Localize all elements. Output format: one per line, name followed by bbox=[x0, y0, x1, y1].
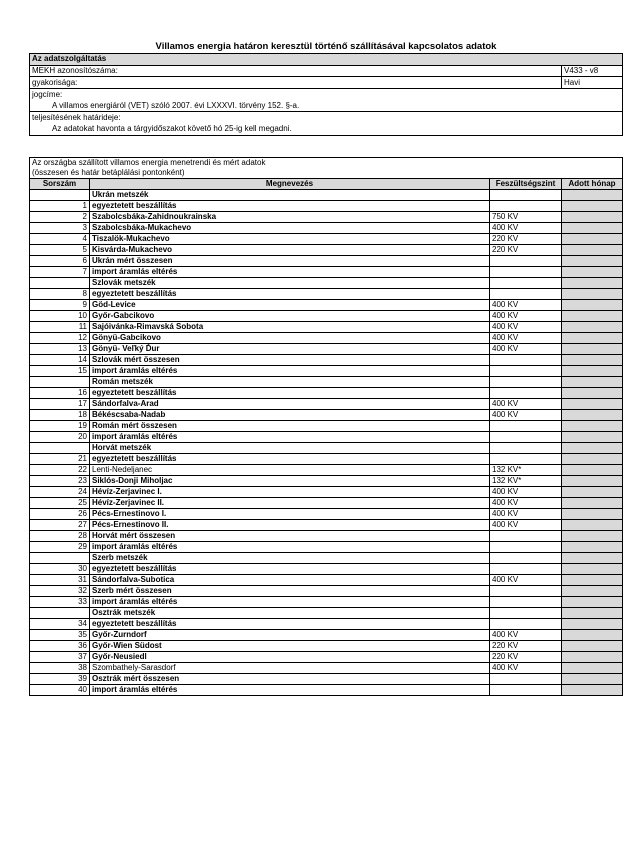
table-row bbox=[30, 575, 623, 586]
row-month-value[interactable] bbox=[562, 289, 623, 300]
row-month-value[interactable] bbox=[562, 245, 623, 256]
row-voltage bbox=[490, 685, 562, 696]
row-month-value[interactable] bbox=[562, 388, 623, 399]
table-row bbox=[30, 476, 623, 487]
row-month-value[interactable] bbox=[562, 212, 623, 223]
row-name: Horvát metszék bbox=[90, 443, 490, 454]
table-row bbox=[30, 388, 623, 399]
data-table bbox=[29, 157, 623, 696]
jogcim-value: A villamos energiáról (VET) szóló 2007. évi LXXXVI. törvény 152. §-a. bbox=[30, 100, 623, 112]
row-name: Sándorfalva-Subotica bbox=[90, 575, 490, 586]
row-name: Szerb metszék bbox=[90, 553, 490, 564]
table-row bbox=[30, 443, 623, 454]
row-number: 28 bbox=[30, 531, 90, 542]
row-number: 19 bbox=[30, 421, 90, 432]
row-name: Sajóivánka-Rimavská Sobota bbox=[90, 322, 490, 333]
table-row bbox=[30, 245, 623, 256]
row-month-value[interactable] bbox=[562, 520, 623, 531]
row-voltage bbox=[490, 289, 562, 300]
row-month-value[interactable] bbox=[562, 652, 623, 663]
row-month-value[interactable] bbox=[562, 311, 623, 322]
row-number: 33 bbox=[30, 597, 90, 608]
row-number: 13 bbox=[30, 344, 90, 355]
row-month-value[interactable] bbox=[562, 641, 623, 652]
row-voltage: 400 KV bbox=[490, 509, 562, 520]
table-row bbox=[30, 531, 623, 542]
row-month-value[interactable] bbox=[562, 432, 623, 443]
row-month-value[interactable] bbox=[562, 553, 623, 564]
row-name: Tiszalök-Mukachevo bbox=[90, 234, 490, 245]
row-name: Gönyü- Veľký Ďur bbox=[90, 344, 490, 355]
row-month-value[interactable] bbox=[562, 355, 623, 366]
row-name: import áramlás eltérés bbox=[90, 685, 490, 696]
row-number: 39 bbox=[30, 674, 90, 685]
row-number: 26 bbox=[30, 509, 90, 520]
table-row bbox=[30, 322, 623, 333]
row-voltage bbox=[490, 586, 562, 597]
row-number: 20 bbox=[30, 432, 90, 443]
row-voltage: 132 KV* bbox=[490, 476, 562, 487]
header-sorszam: Sorszám bbox=[30, 179, 90, 190]
table-row bbox=[30, 355, 623, 366]
meta-section-title: Az adatszolgáltatás bbox=[30, 54, 623, 66]
row-number: 18 bbox=[30, 410, 90, 421]
row-name: Szabolcsbáka-Zahidnoukrainska bbox=[90, 212, 490, 223]
row-number bbox=[30, 443, 90, 454]
row-voltage: 400 KV bbox=[490, 520, 562, 531]
table-row bbox=[30, 586, 623, 597]
row-month-value[interactable] bbox=[562, 333, 623, 344]
row-voltage: 400 KV bbox=[490, 344, 562, 355]
row-voltage: 400 KV bbox=[490, 399, 562, 410]
row-number: 10 bbox=[30, 311, 90, 322]
row-month-value[interactable] bbox=[562, 421, 623, 432]
row-voltage bbox=[490, 355, 562, 366]
row-number: 7 bbox=[30, 267, 90, 278]
row-number bbox=[30, 553, 90, 564]
row-number bbox=[30, 377, 90, 388]
table-row bbox=[30, 410, 623, 421]
row-number: 12 bbox=[30, 333, 90, 344]
row-voltage bbox=[490, 201, 562, 212]
table-row bbox=[30, 608, 623, 619]
header-adott-honap: Adott hónap bbox=[562, 179, 623, 190]
row-month-value[interactable] bbox=[562, 234, 623, 245]
row-month-value[interactable] bbox=[562, 190, 623, 201]
row-number: 1 bbox=[30, 201, 90, 212]
row-number: 8 bbox=[30, 289, 90, 300]
row-number: 34 bbox=[30, 619, 90, 630]
row-name: Békéscsaba-Nadab bbox=[90, 410, 490, 421]
row-name: Osztrák metszék bbox=[90, 608, 490, 619]
row-voltage bbox=[490, 421, 562, 432]
table-row bbox=[30, 619, 623, 630]
row-voltage bbox=[490, 267, 562, 278]
row-name: Kisvárda-Mukachevo bbox=[90, 245, 490, 256]
row-month-value[interactable] bbox=[562, 344, 623, 355]
row-month-value[interactable] bbox=[562, 674, 623, 685]
row-name: import áramlás eltérés bbox=[90, 267, 490, 278]
row-voltage: 400 KV bbox=[490, 311, 562, 322]
row-name: Horvát mért összesen bbox=[90, 531, 490, 542]
row-name: Sándorfalva-Arad bbox=[90, 399, 490, 410]
table-row bbox=[30, 366, 623, 377]
row-month-value[interactable] bbox=[562, 256, 623, 267]
row-voltage: 400 KV bbox=[490, 300, 562, 311]
row-name: Ukrán mért összesen bbox=[90, 256, 490, 267]
table-row bbox=[30, 234, 623, 245]
row-name: Győr-Wien Südost bbox=[90, 641, 490, 652]
row-number: 11 bbox=[30, 322, 90, 333]
row-voltage bbox=[490, 377, 562, 388]
table-row bbox=[30, 421, 623, 432]
table-row bbox=[30, 256, 623, 267]
row-name: Pécs-Ernestinovo I. bbox=[90, 509, 490, 520]
row-name: Szlovák mért összesen bbox=[90, 355, 490, 366]
row-number: 2 bbox=[30, 212, 90, 223]
row-number bbox=[30, 608, 90, 619]
row-voltage bbox=[490, 278, 562, 289]
row-name: egyeztetett beszállítás bbox=[90, 564, 490, 575]
table-row bbox=[30, 223, 623, 234]
row-voltage bbox=[490, 256, 562, 267]
row-number: 35 bbox=[30, 630, 90, 641]
row-month-value[interactable] bbox=[562, 300, 623, 311]
row-name: Ukrán metszék bbox=[90, 190, 490, 201]
row-month-value[interactable] bbox=[562, 465, 623, 476]
table-row bbox=[30, 685, 623, 696]
row-name: Győr-Neusiedl bbox=[90, 652, 490, 663]
row-month-value[interactable] bbox=[562, 531, 623, 542]
table-row bbox=[30, 553, 623, 564]
row-number: 31 bbox=[30, 575, 90, 586]
row-name: Lenti-Nedeljanec bbox=[90, 465, 490, 476]
row-month-value[interactable] bbox=[562, 564, 623, 575]
row-number bbox=[30, 278, 90, 289]
table-row bbox=[30, 674, 623, 685]
row-voltage: 400 KV bbox=[490, 663, 562, 674]
row-number: 21 bbox=[30, 454, 90, 465]
row-number: 32 bbox=[30, 586, 90, 597]
row-voltage: 400 KV bbox=[490, 333, 562, 344]
row-month-value[interactable] bbox=[562, 685, 623, 696]
deadline-value: Az adatokat havonta a tárgyidőszakot követő hó 25-ig kell megadni. bbox=[30, 124, 623, 136]
row-voltage bbox=[490, 443, 562, 454]
table-row bbox=[30, 300, 623, 311]
row-voltage: 132 KV* bbox=[490, 465, 562, 476]
row-number: 9 bbox=[30, 300, 90, 311]
mekh-label: MEKH azonosítószáma: bbox=[30, 65, 562, 77]
table-row bbox=[30, 597, 623, 608]
row-voltage: 400 KV bbox=[490, 410, 562, 421]
row-month-value[interactable] bbox=[562, 619, 623, 630]
table-row bbox=[30, 377, 623, 388]
row-month-value[interactable] bbox=[562, 509, 623, 520]
row-number: 16 bbox=[30, 388, 90, 399]
row-number: 5 bbox=[30, 245, 90, 256]
row-name: Szombathely-Sarasdorf bbox=[90, 663, 490, 674]
row-voltage bbox=[490, 432, 562, 443]
row-month-value[interactable] bbox=[562, 487, 623, 498]
row-voltage bbox=[490, 531, 562, 542]
table-row bbox=[30, 432, 623, 443]
row-number: 3 bbox=[30, 223, 90, 234]
row-voltage: 400 KV bbox=[490, 322, 562, 333]
meta-table bbox=[29, 53, 623, 136]
row-number bbox=[30, 190, 90, 201]
table-intro-1: Az országba szállított villamos energia menetrendi és mért adatok bbox=[30, 158, 623, 169]
row-month-value[interactable] bbox=[562, 377, 623, 388]
table-row bbox=[30, 487, 623, 498]
row-voltage bbox=[490, 608, 562, 619]
table-row bbox=[30, 520, 623, 531]
row-month-value[interactable] bbox=[562, 663, 623, 674]
frequency-label: gyakorisága: bbox=[30, 77, 562, 89]
table-row bbox=[30, 641, 623, 652]
row-month-value[interactable] bbox=[562, 608, 623, 619]
row-voltage bbox=[490, 553, 562, 564]
page-title: Villamos energia határon keresztül történő szállításával kapcsolatos adatok bbox=[155, 41, 497, 52]
row-voltage bbox=[490, 597, 562, 608]
table-row bbox=[30, 542, 623, 553]
row-voltage: 220 KV bbox=[490, 245, 562, 256]
table-row bbox=[30, 399, 623, 410]
row-month-value[interactable] bbox=[562, 454, 623, 465]
row-month-value[interactable] bbox=[562, 597, 623, 608]
row-name: egyeztetett beszállítás bbox=[90, 388, 490, 399]
row-name: egyeztetett beszállítás bbox=[90, 201, 490, 212]
row-number: 4 bbox=[30, 234, 90, 245]
row-name: Győr-Zurndorf bbox=[90, 630, 490, 641]
table-row bbox=[30, 454, 623, 465]
row-number: 24 bbox=[30, 487, 90, 498]
row-name: Gönyü-Gabcikovo bbox=[90, 333, 490, 344]
row-voltage: 400 KV bbox=[490, 575, 562, 586]
table-row bbox=[30, 278, 623, 289]
row-number: 14 bbox=[30, 355, 90, 366]
row-month-value[interactable] bbox=[562, 267, 623, 278]
row-name: Göd-Levice bbox=[90, 300, 490, 311]
row-voltage: 220 KV bbox=[490, 652, 562, 663]
row-name: Szabolcsbáka-Mukachevo bbox=[90, 223, 490, 234]
row-name: Pécs-Ernestinovo II. bbox=[90, 520, 490, 531]
table-row bbox=[30, 201, 623, 212]
table-row bbox=[30, 289, 623, 300]
row-voltage bbox=[490, 388, 562, 399]
row-name: import áramlás eltérés bbox=[90, 597, 490, 608]
row-voltage: 750 KV bbox=[490, 212, 562, 223]
table-row bbox=[30, 652, 623, 663]
header-feszultseg: Feszültségszint bbox=[490, 179, 562, 190]
table-row bbox=[30, 498, 623, 509]
row-voltage bbox=[490, 674, 562, 685]
table-row bbox=[30, 190, 623, 201]
table-row bbox=[30, 663, 623, 674]
row-voltage bbox=[490, 366, 562, 377]
row-name: import áramlás eltérés bbox=[90, 366, 490, 377]
row-voltage: 400 KV bbox=[490, 498, 562, 509]
row-number: 23 bbox=[30, 476, 90, 487]
row-name: Hévíz-Zerjavinec I. bbox=[90, 487, 490, 498]
jogcim-label: jogcíme: bbox=[30, 89, 623, 101]
row-month-value[interactable] bbox=[562, 322, 623, 333]
row-name: Román metszék bbox=[90, 377, 490, 388]
row-month-value[interactable] bbox=[562, 410, 623, 421]
row-voltage bbox=[490, 619, 562, 630]
row-month-value[interactable] bbox=[562, 630, 623, 641]
row-number: 27 bbox=[30, 520, 90, 531]
row-number: 15 bbox=[30, 366, 90, 377]
row-number: 40 bbox=[30, 685, 90, 696]
row-voltage bbox=[490, 190, 562, 201]
row-month-value[interactable] bbox=[562, 575, 623, 586]
row-name: import áramlás eltérés bbox=[90, 432, 490, 443]
row-voltage: 400 KV bbox=[490, 630, 562, 641]
row-month-value[interactable] bbox=[562, 498, 623, 509]
row-voltage: 220 KV bbox=[490, 234, 562, 245]
row-voltage bbox=[490, 454, 562, 465]
table-row bbox=[30, 344, 623, 355]
row-voltage: 400 KV bbox=[490, 487, 562, 498]
frequency-value: Havi bbox=[562, 77, 623, 89]
mekh-value: V433 - v8 bbox=[562, 65, 623, 77]
row-number: 30 bbox=[30, 564, 90, 575]
row-voltage bbox=[490, 564, 562, 575]
row-month-value[interactable] bbox=[562, 223, 623, 234]
row-number: 36 bbox=[30, 641, 90, 652]
row-number: 22 bbox=[30, 465, 90, 476]
row-name: Szlovák metszék bbox=[90, 278, 490, 289]
row-voltage: 400 KV bbox=[490, 223, 562, 234]
table-row bbox=[30, 564, 623, 575]
table-intro-2: (összesen és határ betáplálási pontonként) bbox=[30, 168, 623, 179]
row-voltage bbox=[490, 542, 562, 553]
row-month-value[interactable] bbox=[562, 278, 623, 289]
row-name: Szerb mért összesen bbox=[90, 586, 490, 597]
row-name: Osztrák mért összesen bbox=[90, 674, 490, 685]
table-row bbox=[30, 267, 623, 278]
row-name: egyeztetett beszállítás bbox=[90, 619, 490, 630]
row-month-value[interactable] bbox=[562, 399, 623, 410]
table-row bbox=[30, 630, 623, 641]
row-name: import áramlás eltérés bbox=[90, 542, 490, 553]
row-month-value[interactable] bbox=[562, 542, 623, 553]
header-megnevezes: Megnevezés bbox=[90, 179, 490, 190]
row-voltage: 220 KV bbox=[490, 641, 562, 652]
row-month-value[interactable] bbox=[562, 201, 623, 212]
table-row bbox=[30, 509, 623, 520]
row-month-value[interactable] bbox=[562, 443, 623, 454]
row-number: 37 bbox=[30, 652, 90, 663]
row-month-value[interactable] bbox=[562, 586, 623, 597]
table-row bbox=[30, 212, 623, 223]
row-number: 38 bbox=[30, 663, 90, 674]
table-row bbox=[30, 333, 623, 344]
row-number: 17 bbox=[30, 399, 90, 410]
row-month-value[interactable] bbox=[562, 476, 623, 487]
deadline-label: teljesítésének határideje: bbox=[30, 112, 623, 124]
row-name: Győr-Gabcikovo bbox=[90, 311, 490, 322]
row-name: egyeztetett beszállítás bbox=[90, 454, 490, 465]
row-name: Hévíz-Zerjavinec II. bbox=[90, 498, 490, 509]
row-number: 25 bbox=[30, 498, 90, 509]
row-number: 6 bbox=[30, 256, 90, 267]
table-row bbox=[30, 465, 623, 476]
row-number: 29 bbox=[30, 542, 90, 553]
row-name: Román mért összesen bbox=[90, 421, 490, 432]
row-month-value[interactable] bbox=[562, 366, 623, 377]
table-row bbox=[30, 311, 623, 322]
row-name: Siklós-Donji Miholjac bbox=[90, 476, 490, 487]
row-name: egyeztetett beszállítás bbox=[90, 289, 490, 300]
